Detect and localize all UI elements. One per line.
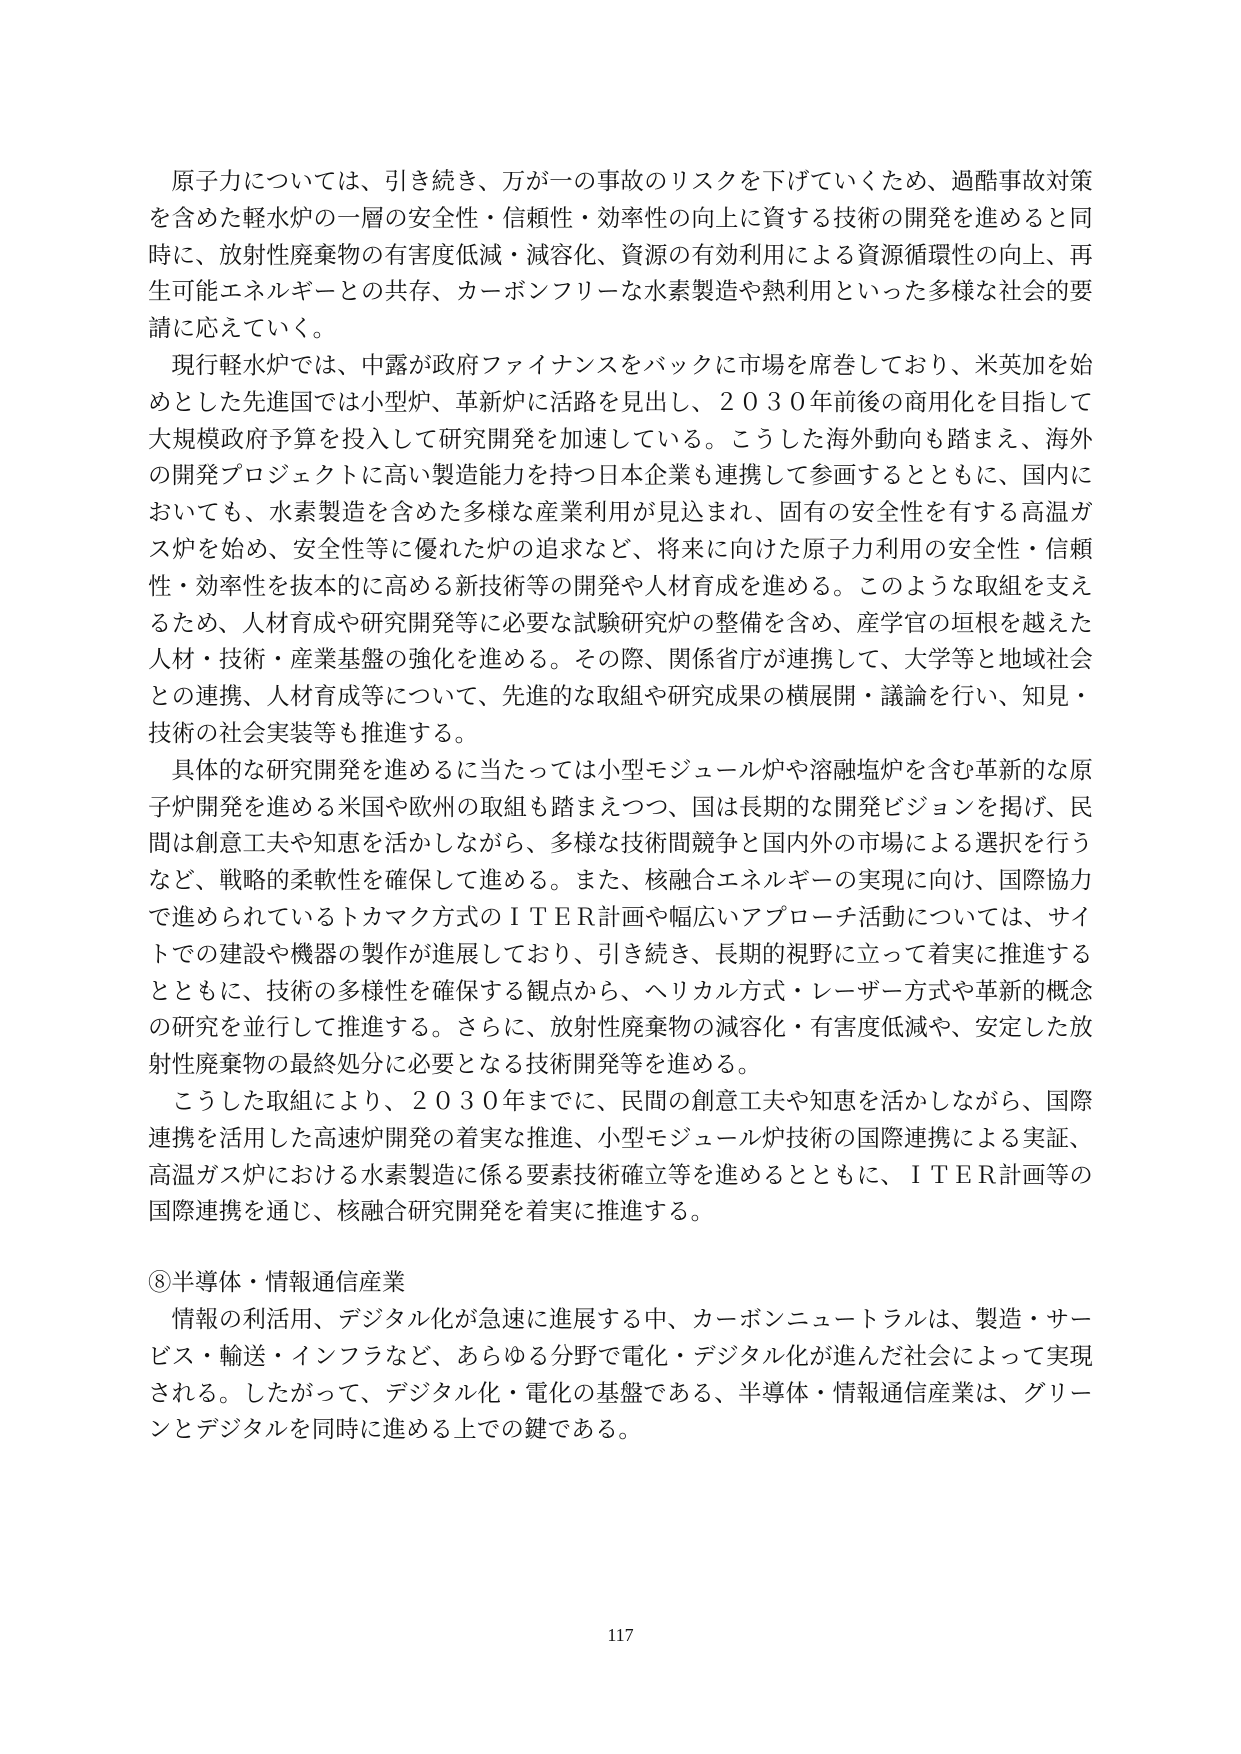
document-body	[148, 163, 1093, 1448]
page-number: 117	[607, 1625, 634, 1645]
paragraph-2030-goals: こうした取組により、２０３０年までに、民間の創意工夫や知恵を活かしながら、国際連携を活用した高速炉開発の着実な推進、小型モジュール炉技術の国際連携による実証、高温ガス炉における水素製造に係る要素技術確立等を進めるとともに、ＩＴＥＲ計画等の国際連携を通じ、核融合研究開発を着実に推進する。	[148, 1086, 1093, 1226]
section-heading-semiconductor: ⑧半導体・情報通信産業	[148, 1268, 406, 1297]
paragraph-nuclear-intro: 原子力については、引き続き、万が一の事故のリスクを下げていくため、過酷事故対策を含めた軽水炉の一層の安全性・信頼性・効率性の向上に資する技術の開発を進めると同時に、放射性廃棄物の有害度低減・減容化、資源の有効利用による資源循環性の向上、再生可能エネルギーとの共存、カーボンフリーな水素製造や熱利用といった多様な社会的要請に応えていく。	[148, 167, 1093, 343]
paragraph-rnd-approach: 具体的な研究開発を進めるに当たっては小型モジュール炉や溶融塩炉を含む革新的な原子炉開発を進める米国や欧州の取組も踏まえつつ、国は長期的な開発ビジョンを掲げ、民間は創意工夫や知恵を活かしながら、多様な技術間競争と国内外の市場による選択を行うなど、戦略的柔軟性を確保して進める。また、核融合エネルギーの実現に向け、国際協力で進められているトカマク方式のＩＴＥＲ計画や幅広いアプローチ活動については、サイトでの建設や機器の製作が進展しており、引き続き、長期的視野に立って着実に推進するとともに、技術の多様性を確保する観点から、ヘリカル方式・レーザー方式や革新的概念の研究を並行して推進する。さらに、放射性廃棄物の減容化・有害度低減や、安定した放射性廃棄物の最終処分に必要となる技術開発等を進める。	[148, 755, 1093, 1079]
section-spacer	[148, 1230, 1093, 1264]
paragraph-semiconductor: 情報の利活用、デジタル化が急速に進展する中、カーボンニュートラルは、製造・サービス・輸送・インフラなど、あらゆる分野で電化・デジタル化が進んだ社会によって実現される。したがって、デジタル化・電化の基盤である、半導体・情報通信産業は、グリーンとデジタルを同時に進める上での鍵である。	[148, 1304, 1093, 1444]
paragraph-light-water-reactor: 現行軽水炉では、中露が政府ファイナンスをバックに市場を席巻しており、米英加を始めとした先進国では小型炉、革新炉に活路を見出し、２０３０年前後の商用化を目指して大規模政府予算を投入して研究開発を加速している。こうした海外動向も踏まえ、海外の開発プロジェクトに高い製造能力を持つ日本企業も連携して参画するとともに、国内においても、水素製造を含めた多様な産業利用が見込まれ、固有の安全性を有する高温ガス炉を始め、安全性等に優れた炉の追求など、将来に向けた原子力利用の安全性・信頼性・効率性を抜本的に高める新技術等の開発や人材育成を進める。このような取組を支えるため、人材育成や研究開発等に必要な試験研究炉の整備を含め、産学官の垣根を越えた人材・技術・産業基盤の強化を進める。その際、関係省庁が連携して、大学等と地域社会との連携、人材育成等について、先進的な取組や研究成果の横展開・議論を行い、知見・技術の社会実装等も推進する。	[148, 350, 1093, 747]
